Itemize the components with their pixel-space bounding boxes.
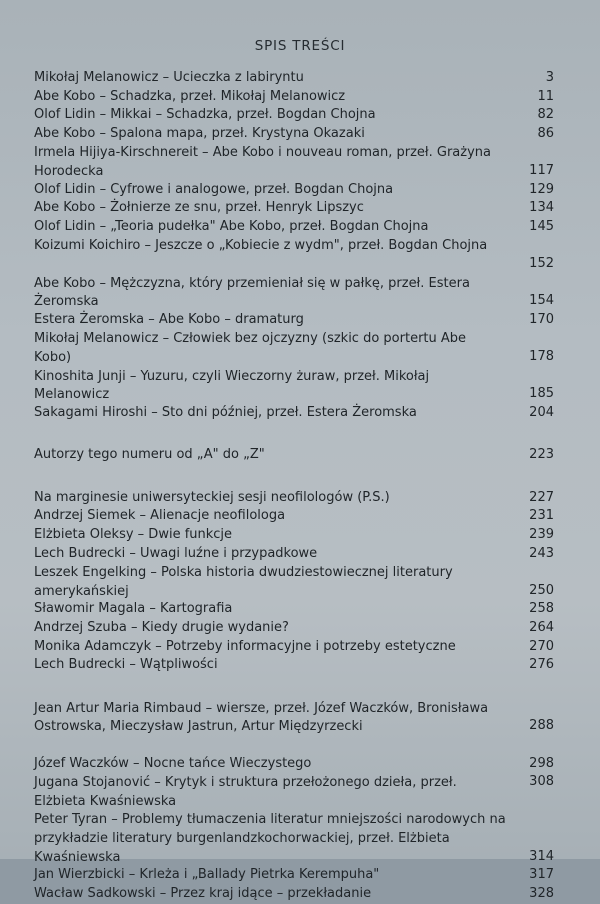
toc-entry [34,564,554,601]
toc-entry [34,219,554,238]
toc-entry [34,312,554,331]
entry-title: Abe Kobo – Mężczyzna, który przemieniał się w pałkę, przeł. Estera Żeromska [34,275,470,310]
entry-page: 178 [529,348,554,364]
toc-entry [34,490,554,509]
toc-entry [34,601,554,620]
entry-page: 264 [529,620,554,636]
toc-entry [34,657,554,676]
entry-title: Peter Tyran – Problemy tłumaczenia literatur mniejszości narodowych na przykładzie literatury burgenlandzkochorwackiej, przeł. Elżbieta Kwaśniewska [34,812,506,865]
entry-title: Abe Kobo – Spalona mapa, przeł. Krystyna Okazaki [34,125,365,141]
entry-title: Mikołaj Melanowicz – Ucieczka z labiryntu [34,70,304,85]
entry-title: Olof Lidin – Cyfrowe i analogowe, przeł. Bogdan Chojna [34,181,394,197]
entry-title: Andrzej Szuba – Kiedy drugie wydanie? [34,620,289,636]
entry-page: 258 [529,601,554,617]
entry-page: 152 [529,255,554,271]
entry-title: Mikołaj Melanowicz – Człowiek bez ojczyzny (szkic do portertu Abe Kobo) [34,331,467,365]
entry-page: 250 [529,582,554,598]
toc-entry [34,368,554,405]
entry-title: Sławomir Magala – Kartografia [34,601,233,617]
entry-page: 298 [529,755,554,771]
entry-page: 288 [529,718,554,734]
entry-title: Leszek Engelking – Polska historia dwudziestowiecznej literatury amerykańskiej [34,565,453,599]
toc-entry [34,620,554,639]
entry-page: 117 [529,162,554,178]
toc-entry [34,527,554,546]
entry-page: 134 [529,200,554,216]
entry-page: 204 [529,404,554,420]
entry-title: Jan Wierzbicki – Krleża i „Ballady Pietrka Kerempuha" [34,867,380,883]
toc-entry [34,867,554,886]
entry-page: 314 [529,848,554,864]
entry-title: Abe Kobo – Schadzka, przeł. Mikołaj Melanowicz [34,88,346,104]
entry-page: 145 [529,218,554,234]
entry-title: Olof Lidin – „Teoria pudełka" Abe Kobo, przeł. Bogdan Chojna [34,218,429,234]
toc-entry [34,447,554,466]
entry-page: 11 [537,88,554,104]
entry-title: Andrzej Siemek – Alienacje neofilologa [34,508,286,524]
toc-entry [34,811,554,867]
toc-entry [34,330,554,367]
entry-title: Elżbieta Oleksy – Dwie funkcje [34,527,233,543]
entry-title: Estera Żeromska – Abe Kobo – dramaturg [34,311,304,327]
entry-title: Irmela Hijiya-Kirschnereit – Abe Kobo i nouveau roman, przeł. Grażyna Horodecka [34,145,491,179]
toc-entry [34,70,554,89]
entry-page: 243 [529,545,554,561]
toc-entry [34,886,554,904]
entry-page: 185 [529,386,554,402]
entry-title: Józef Waczków – Nocne tańce Wieczystego [34,755,312,771]
toc-entry [34,774,554,811]
entry-page: 231 [529,508,554,524]
entry-title: Jean Artur Maria Rimbaud – wiersze, przeł. Józef Waczków, Bronisława Ostrowska, Mieczysław Jastrun, Artur Międzyrzecki [34,700,489,735]
toc-entry [34,639,554,658]
entry-title: Lech Budrecki – Uwagi luźne i przypadkowe [34,545,318,561]
entry-title: Na marginesie uniwersyteckiej sesji neofilologów (P.S.) [34,489,390,505]
entry-page: 270 [529,638,554,654]
entry-title: Monika Adamczyk – Potrzeby informacyjne i potrzeby estetyczne [34,638,456,654]
entry-page: 3 [545,70,554,85]
page-title: SPIS TREŚCI [254,38,346,54]
entry-page: 328 [529,885,554,901]
entry-title: Jugana Stojanović – Krytyk i struktura przełożonego dzieła, przeł. Elżbieta Kwaśniewska [34,775,457,809]
toc-entry [34,508,554,527]
entry-title: Olof Lidin – Mikkai – Schadzka, przeł. Bogdan Chojna [34,107,376,123]
toc-entry [34,182,554,201]
entry-title: Sakagami Hiroshi – Sto dni później, przeł. Estera Żeromska [34,404,417,420]
toc-entry [34,546,554,565]
toc-entry [34,89,554,108]
toc-entry [34,405,554,424]
toc-entry [34,756,554,775]
entry-title: Lech Budrecki – Wątpliwości [34,657,218,673]
entry-title: Koizumi Koichiro – Jeszcze o „Kobiecie z wydm", przeł. Bogdan Chojna [34,238,488,254]
toc-entry [34,237,554,274]
entry-title: Kinoshita Junji – Yuzuru, czyli Wieczorny żuraw, przeł. Mikołaj Melanowicz [34,368,430,403]
entry-title: Abe Kobo – Żołnierze ze snu, przeł. Henryk Lipszyc [34,200,364,216]
entry-page: 227 [529,489,554,505]
entry-page: 129 [529,181,554,197]
entry-page: 223 [529,447,554,463]
toc-section-1 [34,70,554,904]
entry-page: 317 [529,867,554,883]
entry-title: Wacław Sadkowski – Przez kraj idące – przekładanie [34,885,372,901]
entry-title: Autorzy tego numeru od „A" do „Z" [34,447,265,463]
entry-page: 276 [529,657,554,673]
entry-page: 82 [537,107,554,123]
toc-entry [34,107,554,126]
entry-page: 239 [529,527,554,543]
toc-entry [34,275,554,312]
toc-entry [34,200,554,219]
entry-page: 308 [529,774,554,790]
toc-entry [34,144,554,181]
entry-page: 154 [529,293,554,309]
entry-page: 86 [537,125,554,141]
entry-page: 170 [529,311,554,327]
toc-entry [34,126,554,145]
toc-entry [34,700,554,756]
